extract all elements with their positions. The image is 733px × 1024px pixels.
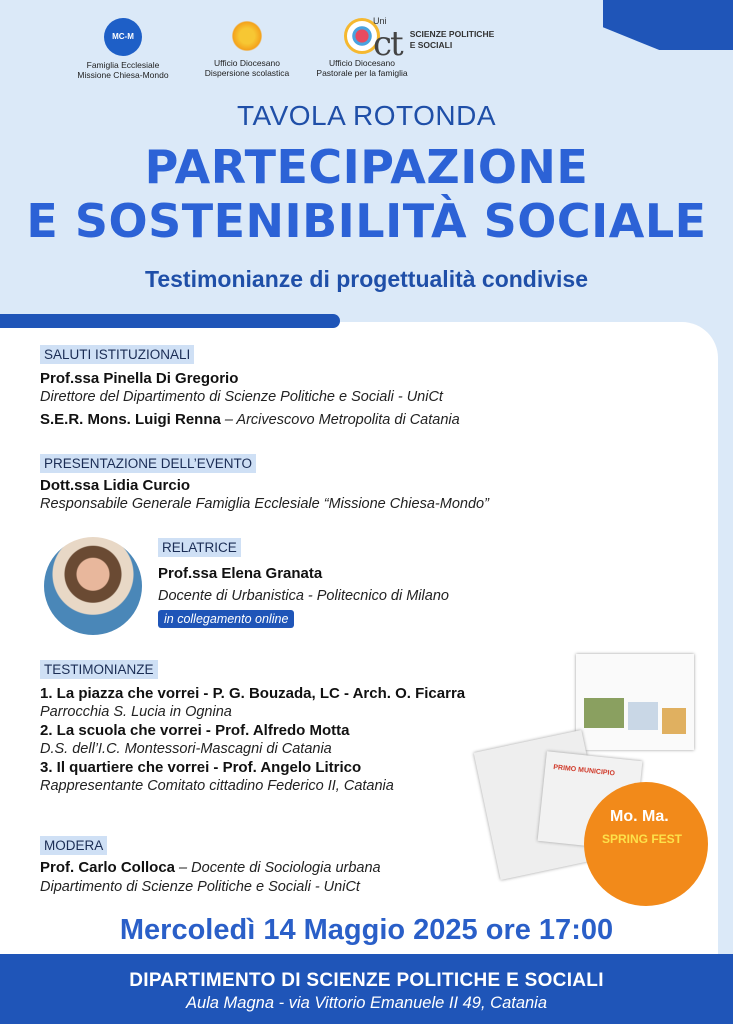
testimonianza-1-title: 1. La piazza che vorrei - P. G. Bouzada, LC - Arch. O. Ficarra: [40, 685, 466, 702]
online-badge: in collegamento online: [158, 610, 294, 628]
title-line2: E SOSTENIBILITÀ SOCIALE: [26, 194, 707, 248]
logo-row: [60, 18, 633, 88]
event-date: Mercoledì 14 Maggio 2025 ore 17:00: [119, 914, 614, 946]
sun-icon: [229, 18, 265, 54]
famiglia-line2: Pastorale per la famiglia: [316, 68, 408, 78]
modera-role2: Dipartimento di Scienze Politiche e Sociali - UniCt: [40, 879, 360, 895]
spring-fest-poster: [584, 782, 708, 906]
testimonianza-2-title: 2. La scuola che vorrei - Prof. Alfredo Motta: [40, 722, 350, 739]
relatrice-name: Prof.ssa Elena Granata: [158, 565, 323, 582]
unict-line1: SCIENZE POLITICHE: [409, 29, 495, 39]
saluti-section: [40, 345, 460, 429]
testimonianza-1-sub: Parrocchia S. Lucia in Ognina: [40, 704, 232, 720]
testimonianze-section: [40, 660, 465, 794]
project-collage: [480, 652, 712, 910]
saluti-p2-name: S.E.R. Mons. Luigi Renna: [40, 411, 221, 428]
relatrice-role: Docente di Urbanistica - Politecnico di Milano: [158, 588, 449, 604]
modera-label: MODERA: [40, 836, 107, 855]
saluti-p1-role: Direttore del Dipartimento di Scienze Politiche e Sociali - UniCt: [40, 389, 443, 405]
unict-line2: E SOCIALI: [409, 40, 453, 50]
famiglia-line1: Ufficio Diocesano: [329, 58, 395, 68]
relatrice-label: RELATRICE: [158, 538, 241, 557]
footer-venue: Aula Magna - via Vittorio Emanuele II 49, Catania: [185, 994, 548, 1012]
presentazione-name: Dott.ssa Lidia Curcio: [40, 477, 191, 494]
mcm-line1: Famiglia Ecclesiale: [86, 60, 160, 70]
flyer-document: [576, 654, 694, 750]
dispersione-line2: Dispersione scolastica: [204, 68, 290, 78]
saluti-p2: [40, 411, 460, 429]
title-line1: PARTECIPAZIONE: [144, 140, 589, 194]
modera-line: [40, 859, 381, 877]
modera-role1: – Docente di Sociologia urbana: [175, 860, 381, 876]
event-kicker: TAVOLA ROTONDA: [236, 100, 497, 131]
footer-bar: [0, 954, 733, 1024]
dispersione-logo: [192, 18, 302, 78]
mcm-badge: MC-M: [104, 18, 142, 56]
presentazione-label: PRESENTAZIONE DELL’EVENTO: [40, 454, 256, 473]
testimonianze-label: TESTIMONIANZE: [40, 660, 158, 679]
unict-text: [410, 29, 495, 51]
accent-bar: [0, 314, 340, 328]
unict-logo: [373, 16, 494, 64]
municipio-label: PRIMO MUNICIPIO: [552, 763, 616, 778]
mcm-line2: Missione Chiesa-Mondo: [77, 70, 169, 80]
poster-subtitle: SPRING FEST: [602, 832, 683, 846]
speaker-photo: [44, 537, 142, 635]
presentazione-section: [40, 454, 489, 512]
footer-department: DIPARTIMENTO DI SCIENZE POLITICHE E SOCIALI: [129, 970, 604, 991]
unict-uni: Uni: [373, 16, 387, 26]
testimonianza-3-sub: Rappresentante Comitato cittadino Federico II, Catania: [40, 778, 394, 794]
dispersione-line1: Ufficio Diocesano: [214, 58, 280, 68]
saluti-p1-name: Prof.ssa Pinella Di Gregorio: [40, 370, 239, 387]
event-title: [0, 140, 733, 248]
event-subtitle: Testimonianze di progettualità condivise: [144, 266, 589, 292]
mcm-logo: [68, 18, 178, 80]
poster-title: Mo. Ma.: [610, 808, 669, 825]
saluti-p2-role: – Arcivescovo Metropolita di Catania: [220, 412, 460, 428]
saluti-label: SALUTI ISTITUZIONALI: [40, 345, 194, 364]
relatrice-section: [158, 538, 449, 628]
testimonianza-2-sub: D.S. dell’I.C. Montessori-Mascagni di Catania: [40, 741, 332, 757]
unict-ct: ct: [373, 24, 402, 64]
testimonianza-3-title: 3. Il quartiere che vorrei - Prof. Angelo Litrico: [40, 759, 362, 776]
modera-section: [40, 836, 381, 895]
presentazione-role: Responsabile Generale Famiglia Ecclesiale “Missione Chiesa-Mondo”: [40, 496, 489, 512]
modera-name: Prof. Carlo Colloca: [40, 859, 176, 876]
